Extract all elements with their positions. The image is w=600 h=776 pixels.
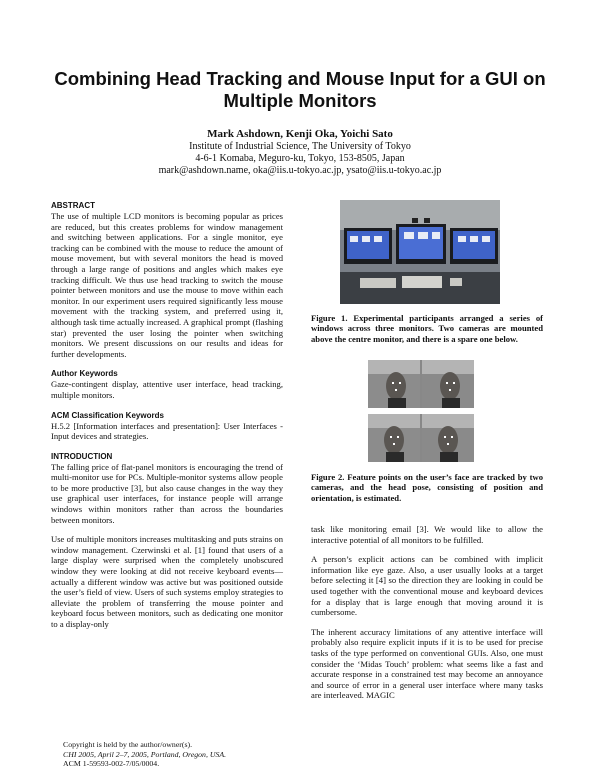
author-list: Mark Ashdown, Kenji Oka, Yoichi Sato <box>207 128 393 140</box>
body-paragraph-2: A person’s explicit actions can be combined with implicit information like eye gaze. Also, a user usually looks at a target before selecting it [4] so the direction they are looking in could be used together with the conventional mouse and keyboard devices for a display that is large enough that moving around it is cumbersome. <box>311 554 543 618</box>
keywords-text: Gaze-contingent display, attentive user interface, head tracking, multiple monitors. <box>51 379 283 400</box>
monitors-illustration <box>340 200 500 304</box>
intro-paragraph-2: Use of multiple monitors increases multitasking and puts strains on window management. Czerwinski et al. [1] found that users of a large display were surprised when the completely unobscured window they were looking at did not receive keyboard events—actually a different window was active but was positioned outside the user’s field of view. Users of such systems employ strategies to alleviate the problem of transferring the mouse pointer and keyboard focus between monitors, such as dedicating one monitor to a display-only <box>51 534 283 629</box>
paper-title <box>40 68 560 112</box>
acm-text: H.5.2 [Information interfaces and presentation]: User Interfaces - Input devices and strategies. <box>51 420 283 442</box>
face-tracking-frames-bottom <box>368 414 474 462</box>
title-line-2: Multiple Monitors <box>223 90 377 111</box>
figure-1-photo <box>340 200 500 304</box>
intro-paragraph-1: The falling price of flat-panel monitors is encouraging the trend of multi-monitor use for PCs. Multiple-monitor systems allow people to be more productive [3], but also cause changes in the way they use graphical user interfaces, for instance people will arrange windows within monitors rather than across the boundaries between monitors. <box>51 461 283 525</box>
face-tracking-frames-top <box>368 360 474 408</box>
copyright-notice <box>63 740 303 769</box>
figure-2-photo-top <box>368 360 474 408</box>
keywords-heading: Author Keywords <box>51 369 118 379</box>
abstract-heading: ABSTRACT <box>51 201 95 210</box>
body-paragraph-3: The inherent accuracy limitations of any attentive interface will probably also require explicit inputs if it is to be used for precise tasks of the type performed on conventional GUIs. Also, one must consider the ‘Midas Touch’ problem: what seems like a fast and accurate response in a constrained test may become an annoyance and source of error in a general user interface where many tasks are interleaved. MAGIC <box>311 626 543 701</box>
affiliation-address: 4-6-1 Komaba, Meguro-ku, Tokyo, 153-8505, Japan <box>195 153 405 164</box>
right-column-body <box>311 524 543 701</box>
acm-isbn-line: ACM 1-59593-002-7/05/0004. <box>63 759 160 768</box>
figure-2-caption: Figure 2. Feature points on the user’s face are tracked by two cameras, and the head pose, consisting of position and orientation, is estimated. <box>311 472 543 503</box>
acm-heading: ACM Classification Keywords <box>51 410 164 420</box>
affiliation-institute: Institute of Industrial Science, The University of Tokyo <box>189 141 411 152</box>
title-line-1: Combining Head Tracking and Mouse Input for a GUI on <box>54 68 546 89</box>
introduction-heading: INTRODUCTION <box>51 451 113 461</box>
conference-line: CHI 2005, April 2–7, 2005, Portland, Oregon, USA. <box>63 749 227 759</box>
left-column <box>51 200 283 630</box>
abstract-text: The use of multiple LCD monitors is becoming popular as prices are reduced, but this creates problems for window management and switching between applications. For a single monitor, eye tracking can be combined with the mouse to reduce the amount of mouse movement, but with several monitors the head is moved through a large range of positions and angles which makes eye tracking difficult. We thus use head tracking to switch the mouse pointer between monitors and use the mouse to move within each monitor. In our experiment users required significantly less mouse movement with the tracking system, and preferred using it, although task time actually increased. A graphical prompt (flashing star) prevented the user losing the pointer when switching monitors. We present discussions on our results and ideas for further developments. <box>51 211 283 359</box>
body-paragraph-1: task like monitoring email [3]. We would like to allow the interactive potential of all monitors to be fulfilled. <box>311 524 543 545</box>
affiliation-emails: mark@ashdown.name, oka@iis.u-tokyo.ac.jp, ysato@iis.u-tokyo.ac.jp <box>158 165 442 176</box>
figure-1-caption: Figure 1. Experimental participants arranged a series of windows across three monitors. Two cameras are mounted above the centre monitor, and there is a spare one below. <box>311 313 543 344</box>
copyright-line: Copyright is held by the author/owner(s). <box>63 740 193 749</box>
figure-2-photo-bottom <box>368 414 474 462</box>
